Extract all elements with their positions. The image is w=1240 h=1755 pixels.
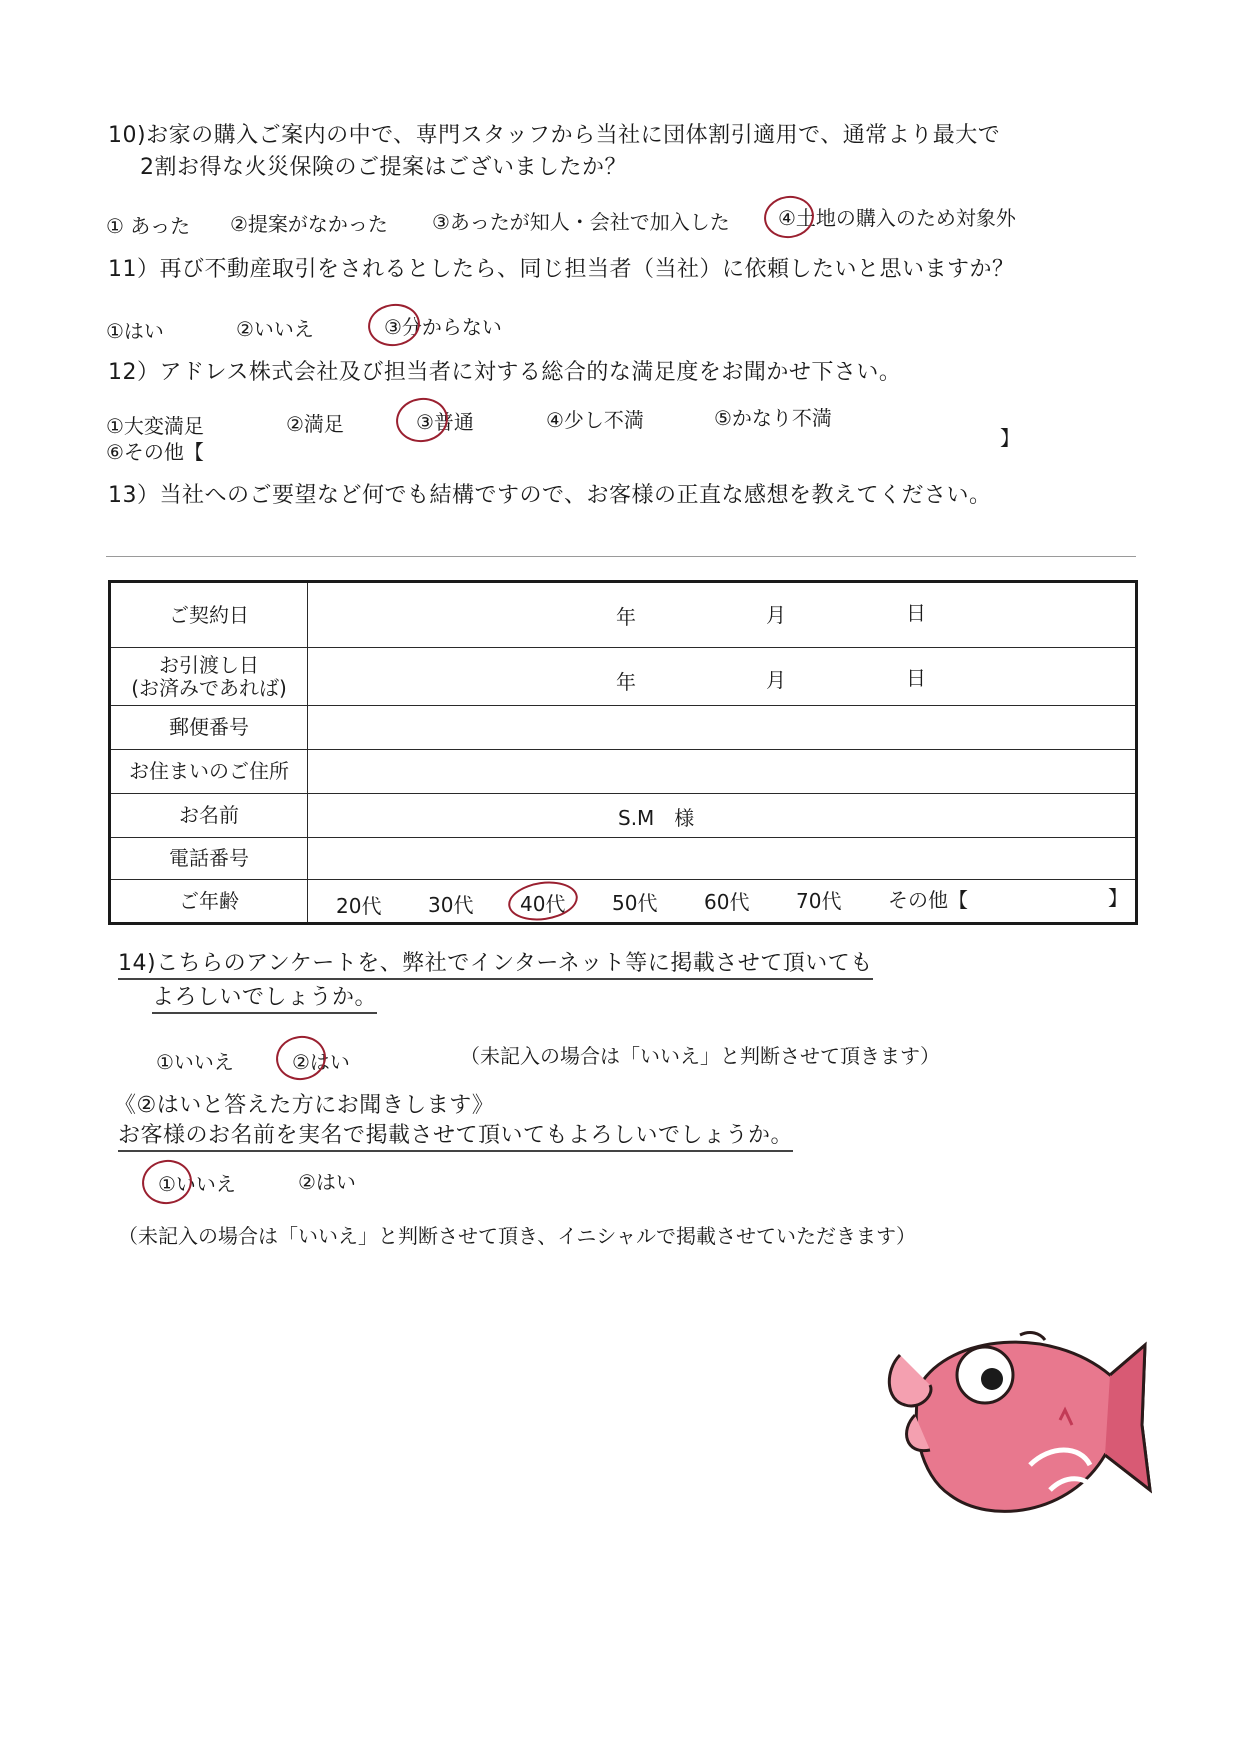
handover-label-main: お引渡し日 — [159, 652, 259, 677]
comment-line[interactable] — [106, 556, 1136, 557]
followup-note: （未記入の場合は「いいえ」と判断させて頂き、イニシャルで掲載させていただきます） — [118, 1224, 916, 1248]
q14-text-line1: 14)こちらのアンケートを、弊社でインターネット等に掲載させて頂いても — [118, 946, 873, 977]
q11-option-1[interactable]: ①はい — [106, 319, 164, 343]
q12-option-other[interactable]: ⑥その他【 — [106, 440, 204, 464]
q10-option-1[interactable]: ① あった — [106, 214, 191, 238]
q14-option-yes[interactable]: ②はい — [292, 1050, 350, 1074]
name-label: お名前 — [110, 794, 308, 838]
age-field[interactable] — [308, 880, 1137, 924]
age-option-30s[interactable]: 30代 — [428, 893, 474, 917]
address-field[interactable] — [308, 750, 1137, 794]
q14-note: （未記入の場合は「いいえ」と判断させて頂きます） — [460, 1044, 940, 1068]
sea-bream-mascot-icon — [880, 1315, 1160, 1575]
handover-month-unit: 月 — [766, 668, 786, 692]
contract-year-unit: 年 — [616, 605, 636, 629]
contract-day-unit: 日 — [906, 601, 926, 625]
postal-code-label: 郵便番号 — [110, 706, 308, 750]
q12-option-2[interactable]: ②満足 — [286, 412, 344, 436]
age-option-60s[interactable]: 60代 — [704, 890, 750, 914]
followup-option-yes[interactable]: ②はい — [298, 1170, 356, 1194]
q12-other-close-bracket: 】 — [1000, 426, 1020, 450]
customer-info-table — [108, 580, 1138, 925]
followup-heading: 《②はいと答えた方にお聞きします》 — [114, 1093, 495, 1118]
handover-date-label — [110, 648, 308, 706]
q11-option-3[interactable]: ③分からない — [384, 315, 502, 339]
q10-option-3[interactable]: ③あったが知人・会社で加入した — [432, 210, 730, 234]
q14-option-no[interactable]: ①いいえ — [156, 1050, 234, 1074]
followup-question: お客様のお名前を実名で掲載させて頂いてもよろしいでしょうか。 — [118, 1118, 793, 1149]
age-option-70s[interactable]: 70代 — [796, 889, 842, 913]
name-field[interactable] — [308, 794, 1137, 838]
handover-day-unit: 日 — [906, 666, 926, 690]
age-option-50s[interactable]: 50代 — [612, 891, 658, 915]
phone-label: 電話番号 — [110, 838, 308, 880]
age-option-40s[interactable]: 40代 — [520, 892, 566, 916]
age-other-close-bracket: 】 — [1108, 886, 1128, 910]
handover-label-note: (お済みであれば) — [131, 675, 287, 700]
contract-date-label: ご契約日 — [110, 582, 308, 648]
contract-date-field[interactable] — [308, 582, 1137, 648]
q11-text: 11）再び不動産取引をされるとしたら、同じ担当者（当社）に依頼したいと思いますか？ — [108, 257, 1015, 282]
q12-text: 12）アドレス株式会社及び担当者に対する総合的な満足度をお聞かせ下さい。 — [108, 360, 902, 385]
q12-option-5[interactable]: ⑤かなり不満 — [714, 406, 832, 430]
postal-code-field[interactable] — [308, 706, 1137, 750]
q14-text-line2: よろしいでしょうか。 — [152, 980, 377, 1011]
age-option-other[interactable]: その他【 — [888, 888, 968, 912]
q10-text-line2: 2割お得な火災保険のご提案はございましたか？ — [140, 155, 627, 180]
q11-option-2[interactable]: ②いいえ — [236, 317, 314, 341]
q12-option-4[interactable]: ④少し不満 — [546, 408, 644, 432]
q12-option-1[interactable]: ①大変満足 — [106, 414, 204, 438]
age-option-20s[interactable]: 20代 — [336, 894, 382, 918]
q10-option-2[interactable]: ②提案がなかった — [230, 212, 388, 236]
handover-date-field[interactable] — [308, 648, 1137, 706]
q10-text-line1: 10)お家の購入ご案内の中で、専門スタッフから当社に団体割引適用で、通常より最大で — [108, 123, 1001, 148]
q13-text: 13）当社へのご要望など何でも結構ですので、お客様の正直な感想を教えてください。 — [108, 483, 992, 508]
followup-option-no[interactable]: ①いいえ — [158, 1172, 236, 1196]
q12-option-3[interactable]: ③普通 — [416, 410, 474, 434]
q10-option-4[interactable]: ④土地の購入のため対象外 — [778, 206, 1016, 230]
age-label: ご年齢 — [110, 880, 308, 924]
handover-year-unit: 年 — [616, 670, 636, 694]
address-label: お住まいのご住所 — [110, 750, 308, 794]
contract-month-unit: 月 — [766, 603, 786, 627]
name-value: S.M 様 — [618, 806, 695, 830]
phone-field[interactable] — [308, 838, 1137, 880]
